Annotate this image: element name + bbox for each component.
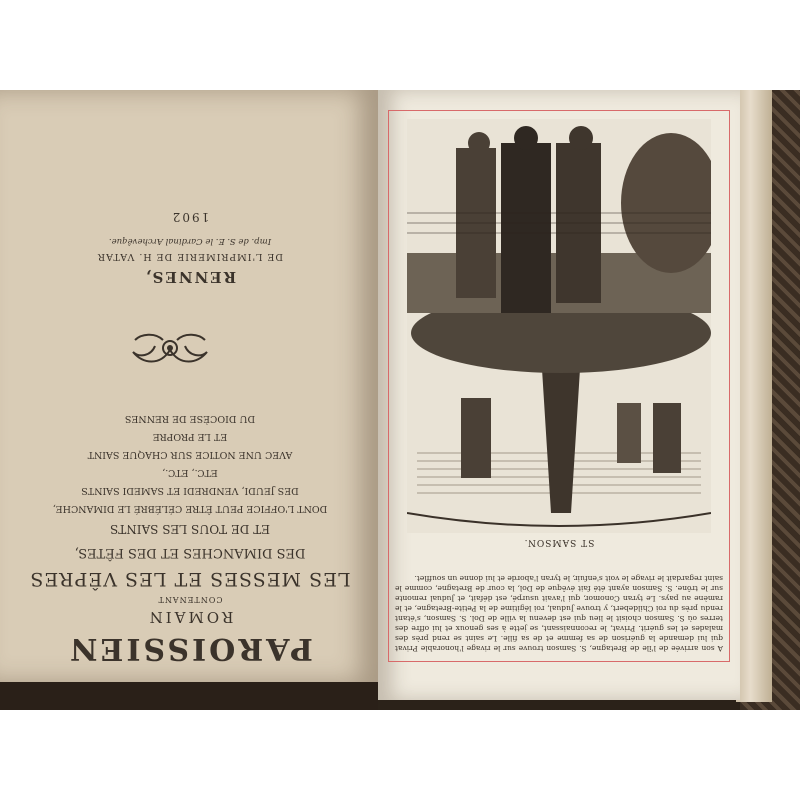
city-rennes: RENNES, bbox=[143, 268, 237, 286]
engraving-caption: ST SAMSON. bbox=[523, 537, 595, 547]
page-edges bbox=[736, 90, 772, 702]
printer-name: DE L'IMPRIMERIE DE H. VATAR bbox=[96, 251, 284, 262]
printer-ornament-icon bbox=[125, 330, 215, 370]
table-shadow bbox=[0, 682, 378, 710]
printer-title: Imp. de S. E. le Cardinal Archevêque. bbox=[108, 236, 272, 246]
legend-paragraph: A son arrivée de l'île de Bretagne, S. Samson trouve sur le rivage l'honorable Privat qui lui demande la guérison de sa femme et de sa fille. Le saint se rend près des malades et les guérit. Privat, le reconnaissant, se jette à ses genoux et lui offre des terres où S. Samson choisit le lieu qui est devenu la ville de Dol. S. Samson, s'étant rendu près du roi Childebert, y trouve Judual, roi légitime de la Petite-Bretagne, et le ramène au pays. Le tyran Conomor, qui l'avait usurpé, est défait, et Judual remonte sur le trône. S. Samson ayant été fait évêque de Dol, la cour de Bretagne, comme le saint regardait le rivage le voit s'enfuir, le tyran l'aborde et lui donne un soufflet. bbox=[395, 574, 723, 653]
jours-saints: DES JEUDI, VENDREDI ET SAMEDI SAINTS bbox=[81, 485, 299, 496]
title-page bbox=[20, 110, 360, 670]
left-page bbox=[0, 90, 378, 682]
contenant-label: CONTENANT bbox=[157, 595, 223, 604]
engraving-frame bbox=[388, 110, 730, 662]
title-dimanches: DES DIMANCHES ET DES FÊTES, bbox=[74, 545, 306, 560]
diocese-line: DU DIOCÈSE DE RENNES bbox=[124, 413, 256, 424]
office-note: DONT L'OFFICE PEUT ÊTRE CÉLÉBRÉ LE DIMANCHE, bbox=[52, 503, 328, 514]
etc-line: ETC., ETC., bbox=[162, 467, 218, 478]
propre-line: ET LE PROPRE bbox=[152, 431, 228, 442]
year: 1902 bbox=[170, 210, 210, 224]
notice-line: AVEC UNE NOTICE SUR CHAQUE SAINT bbox=[87, 449, 293, 460]
engraving-illustration bbox=[407, 119, 711, 533]
photo-scene bbox=[0, 90, 800, 710]
title-messes: LES MESSES ET LES VÊPRES bbox=[29, 568, 351, 590]
title-romain: ROMAIN bbox=[146, 608, 234, 626]
title-saints: ET DE TOUS LES SAINTS bbox=[110, 522, 270, 536]
right-page bbox=[378, 90, 740, 700]
title-paroissien: PAROISSIEN bbox=[67, 631, 313, 666]
